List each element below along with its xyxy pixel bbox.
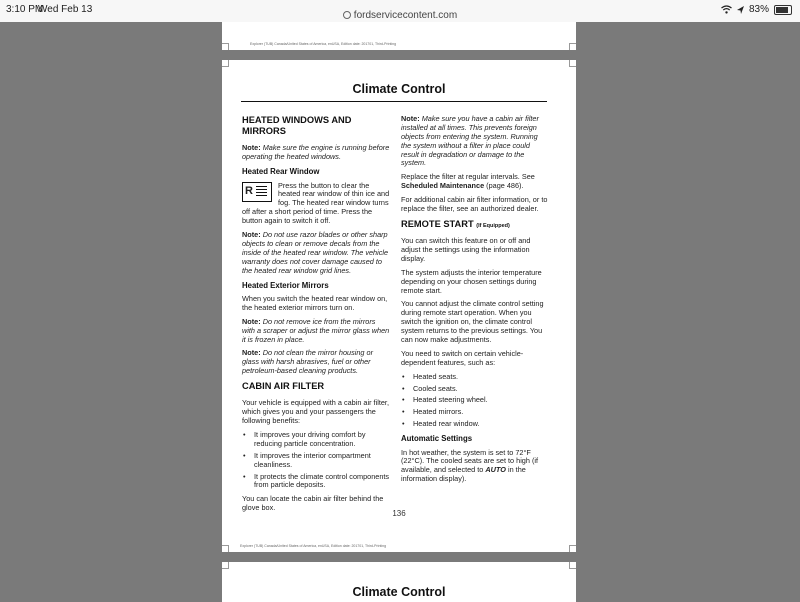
remote-paragraph-1: You can switch this feature on or off and adjust the settings using the information display. — [401, 236, 531, 263]
list-item: • Heated mirrors. — [401, 408, 549, 417]
battery-icon — [774, 5, 792, 15]
cabin-filter-benefits-list — [242, 431, 390, 490]
list-item: • It improves your driving comfort by reducing particle concentration. — [242, 431, 390, 449]
list-item: • Cooled seats. — [401, 385, 549, 394]
remote-paragraph-4: You need to switch on certain vehicle-dependent features, such as: — [401, 348, 524, 367]
note-engine-running: Note: Make sure the engine is running before operating the heated windows. — [242, 143, 390, 162]
pdf-page-current — [222, 60, 576, 552]
page-number: 136 — [392, 509, 406, 518]
left-column — [242, 115, 390, 518]
location-arrow-icon — [737, 6, 744, 14]
page-title: Climate Control — [352, 82, 446, 96]
note-mirror-cleaning: Note: Do not clean the mirror housing or glass with harsh abrasives, fuel or other petroleum-based cleaning products. — [242, 348, 374, 376]
more-info-paragraph: For additional cabin air filter information, or to replace the filter, see an authorized dealer. — [401, 195, 548, 214]
list-item: • Heated seats. — [401, 373, 549, 382]
address-bar[interactable] — [0, 10, 800, 21]
page-footer: Explorer (TUB) Canada/United States of America, enUSA, Edition date: 201701, Third-Printing — [250, 42, 397, 46]
status-date: Wed Feb 13 — [38, 4, 93, 15]
wifi-icon — [721, 5, 732, 14]
heading-heated-windows: HEATED WINDOWS AND MIRRORS — [242, 115, 352, 137]
heading-heated-rear-window: Heated Rear Window — [242, 167, 320, 177]
list-item: • It protects the climate control components from particle deposits. — [242, 473, 390, 491]
remote-features-list — [401, 373, 549, 429]
heading-automatic-settings: Automatic Settings — [401, 434, 473, 444]
cabin-filter-location: You can locate the cabin air filter behind the glove box. — [242, 494, 384, 513]
ios-status-bar — [0, 0, 800, 22]
status-time: 3:10 PM — [6, 4, 44, 15]
note-mirror-ice: Note: Do not remove ice from the mirrors with a scraper or adjust the mirror glass when it is frozen in place. — [242, 316, 390, 344]
next-page-title: Climate Control — [352, 585, 446, 599]
page-footer: Explorer (TUB) Canada/United States of America, enUSA, Edition date: 201701, Third-Printing — [240, 544, 387, 548]
remote-paragraph-3: You cannot adjust the climate control setting during remote start operation. When you switch the ignition on, the climate control system returns to the previous settings. You can now make adjustments. — [401, 299, 544, 344]
remote-paragraph-2: The system adjusts the interior temperature depending on your chosen settings during remote start. — [401, 267, 542, 295]
lock-icon — [343, 11, 351, 19]
note-cabin-filter-installed: Note: Make sure you have a cabin air filter installed at all times. This prevents foreign objects from entering the system. Running the system without a filter in place could result in degradation or damage to the system. — [401, 114, 539, 168]
rear-window-paragraph: R Press the button to clear the heated rear window of thin ice and fog. The heated rear window turns off after a short period of time. Press the button again to switch it off. — [242, 180, 390, 226]
title-divider — [241, 101, 547, 102]
status-right — [721, 4, 792, 15]
list-item: • It improves the interior compartment cleanliness. — [242, 452, 390, 470]
pdf-page-previous — [222, 22, 576, 50]
rear-defrost-icon: R — [242, 182, 272, 202]
list-item: • Heated steering wheel. — [401, 396, 549, 405]
pdf-page-next — [222, 562, 576, 602]
list-item: • Heated rear window. — [401, 420, 549, 429]
heading-cabin-air-filter: CABIN AIR FILTER — [242, 381, 325, 392]
note-razor-blades: Note: Do not use razor blades or other sharp objects to clean or remove decals from the inside of the heated rear window. The vehicle warranty does not cover damage caused to the heated rear window grid lines. — [242, 230, 389, 275]
battery-percent: 83% — [748, 4, 769, 15]
right-column — [401, 115, 549, 489]
heading-remote-start: REMOTE START (If Equipped) — [401, 218, 510, 229]
heading-heated-exterior-mirrors: Heated Exterior Mirrors — [242, 280, 329, 290]
battery-fill — [776, 7, 788, 13]
automatic-settings-paragraph: In hot weather, the system is set to 72°F (22°C). The cooled seats are set to high (if available, and selected to AUTO in the information display). — [401, 447, 539, 484]
replace-filter-paragraph: Replace the filter at regular intervals. See Scheduled Maintenance (page 486). — [401, 172, 535, 191]
exterior-mirrors-paragraph: When you switch the heated rear window on, the heated exterior mirrors turn on. — [242, 294, 388, 312]
cabin-filter-intro: Your vehicle is equipped with a cabin air filter, which gives you and your passengers the following benefits: — [242, 398, 389, 426]
url-text: fordservicecontent.com — [353, 10, 458, 21]
scheduled-maintenance-link[interactable]: Scheduled Maintenance — [401, 181, 485, 191]
